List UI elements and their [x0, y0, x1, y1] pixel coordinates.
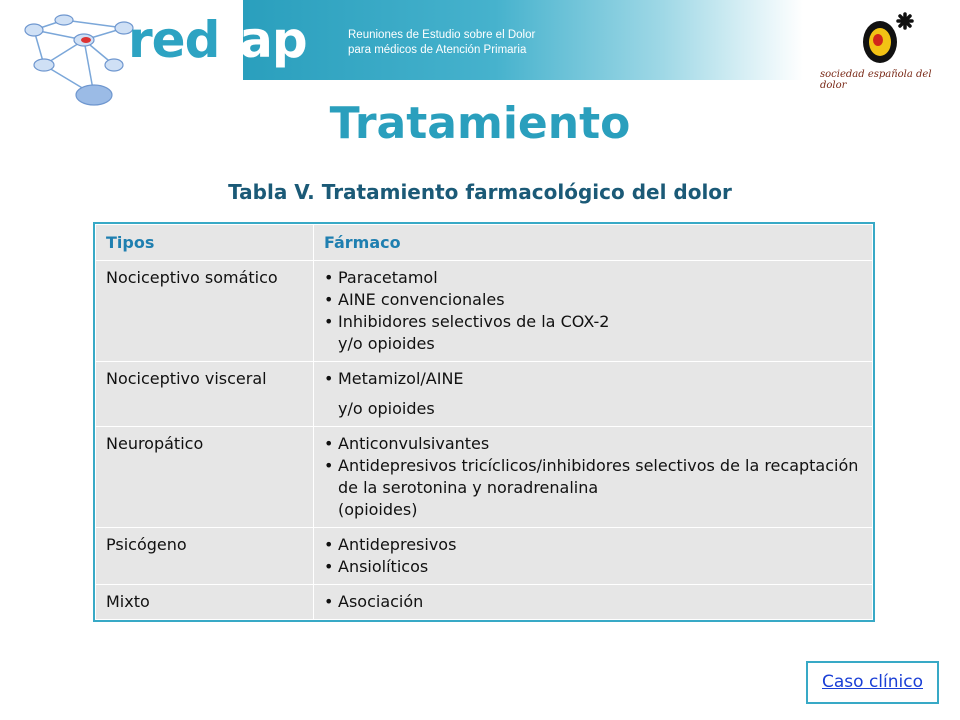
- list-item: • Antidepresivos tricíclicos/inhibidores selectivos de la recaptación de la serotonina y noradrenalina: [324, 456, 859, 497]
- row-type: Nociceptivo somático: [96, 261, 314, 362]
- row-note: y/o opioides: [338, 334, 435, 353]
- row-drugs: [314, 261, 873, 362]
- row-type: Neuropático: [96, 427, 314, 528]
- row-drugs: [314, 427, 873, 528]
- network-logo-icon: [14, 10, 144, 110]
- table-row: [96, 362, 873, 427]
- table-row: [96, 585, 873, 620]
- society-logo-icon: [850, 10, 920, 70]
- row-type: Mixto: [96, 585, 314, 620]
- row-type: Nociceptivo visceral: [96, 362, 314, 427]
- list-item: • Ansiolíticos: [324, 557, 429, 576]
- treatment-table: [93, 222, 875, 622]
- table-header-row: [96, 225, 873, 261]
- list-item: • Inhibidores selectivos de la COX-2: [324, 312, 610, 331]
- list-item: • Paracetamol: [324, 268, 438, 287]
- list-item: • Asociación: [324, 592, 424, 611]
- row-note: (opioides): [338, 500, 418, 519]
- list-item: • Antidepresivos: [324, 535, 457, 554]
- table-row: [96, 427, 873, 528]
- table-row: [96, 528, 873, 585]
- red-ap-logo: red-ap: [128, 11, 307, 69]
- list-item: • Anticonvulsivantes: [324, 434, 490, 453]
- row-drugs: [314, 528, 873, 585]
- list-item: • AINE convencionales: [324, 290, 505, 309]
- caso-clinico-link[interactable]: Caso clínico: [806, 661, 939, 704]
- row-type: Psicógeno: [96, 528, 314, 585]
- table-row: [96, 261, 873, 362]
- society-text: sociedad española del dolor: [820, 69, 932, 91]
- header: [0, 0, 960, 91]
- column-header-farmaco: Fármaco: [314, 225, 873, 261]
- tagline-line-2: para médicos de Atención Primaria: [348, 44, 527, 56]
- row-note: y/o opioides: [338, 399, 435, 418]
- table-caption: Tabla V. Tratamiento farmacológico del dolor: [228, 180, 732, 204]
- row-drugs: [314, 362, 873, 427]
- header-tagline: [348, 28, 535, 58]
- list-item: • Metamizol/AINE: [324, 369, 464, 388]
- column-header-tipos: Tipos: [96, 225, 314, 261]
- tagline-line-1: Reuniones de Estudio sobre el Dolor: [348, 29, 536, 41]
- row-drugs: [314, 585, 873, 620]
- page-title: Tratamiento: [329, 98, 631, 149]
